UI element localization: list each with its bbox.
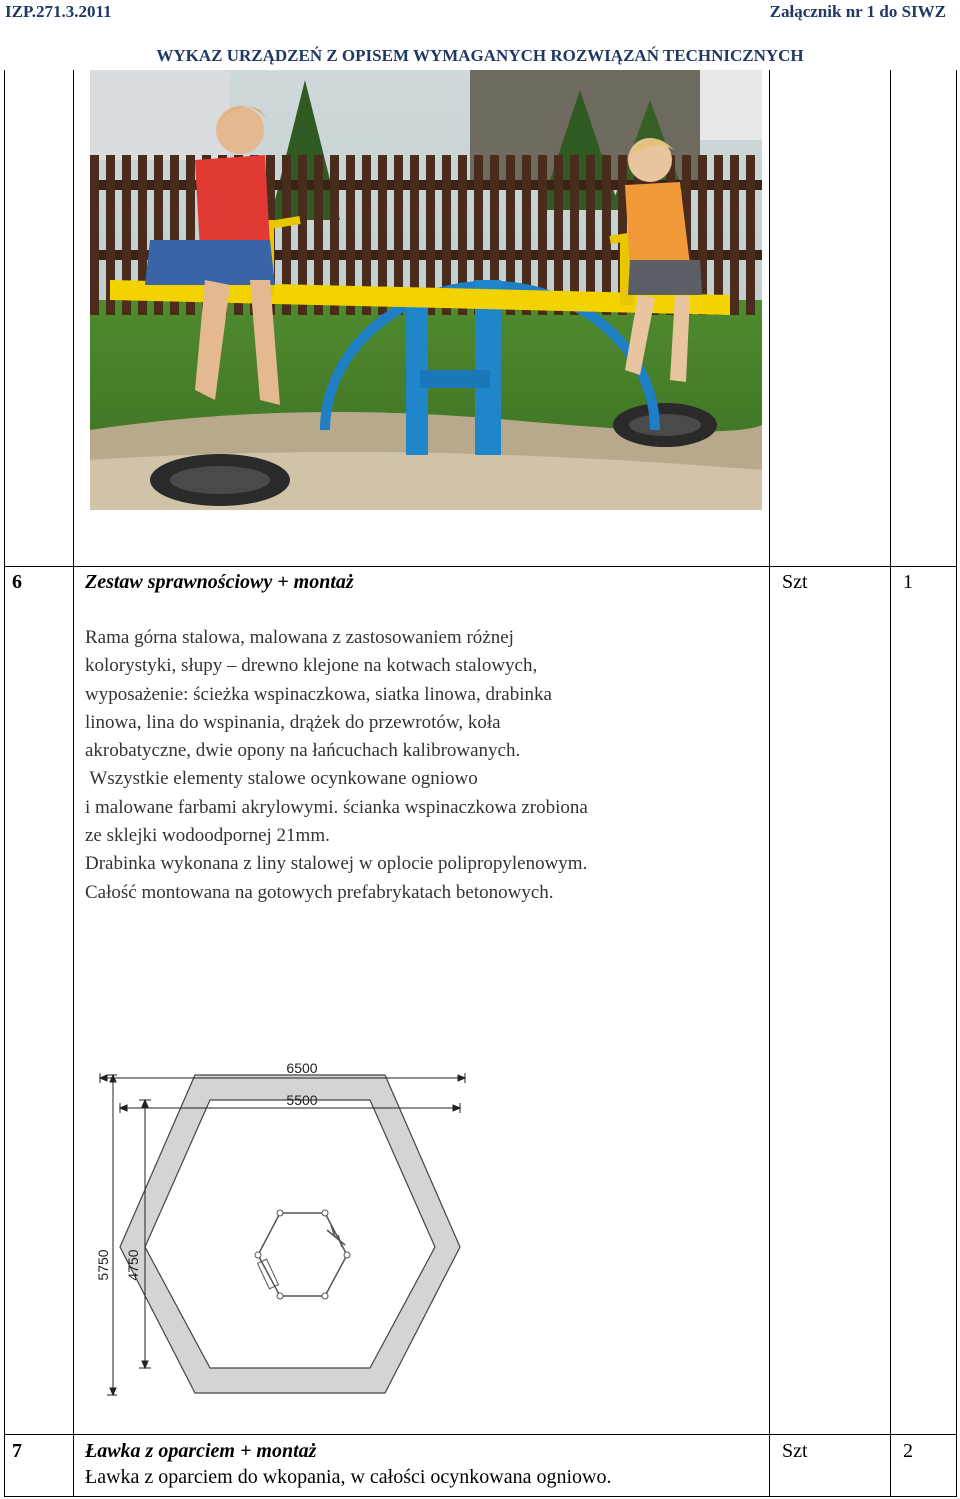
item-title: Ławka z oparciem + montaż — [85, 1440, 317, 1462]
fence-picket — [586, 155, 595, 315]
table-border-bottom — [4, 1496, 957, 1497]
fence-picket — [746, 155, 755, 315]
row-number: 6 — [12, 571, 22, 593]
fence-picket — [570, 155, 579, 315]
table-border-right — [956, 70, 957, 1497]
description-line: Drabinka wykonana z liny stalowej w oplocie polipropylenowym. — [85, 853, 588, 875]
unit-label: Szt — [782, 1440, 808, 1462]
quantity-value: 1 — [903, 571, 913, 593]
fence-picket — [90, 155, 99, 315]
description-line: ze sklejki wodoodpornej 21mm. — [85, 825, 330, 847]
description-line: Rama górna stalowa, malowana z zastosowaniem różnej — [85, 627, 514, 648]
dim-outer-height: 5750 — [95, 1249, 111, 1281]
document-reference: IZP.271.3.2011 — [5, 2, 112, 21]
dim-inner-width: 5500 — [286, 1092, 318, 1108]
table-border-col2 — [769, 70, 770, 1497]
item-description: Ławka z oparciem do wkopania, w całości ocynkowana ogniowo. — [85, 1466, 612, 1488]
dim-inner-height: 4750 — [125, 1249, 141, 1281]
table-border-left — [4, 70, 5, 1497]
annex-label: Załącznik nr 1 do SIWZ — [769, 2, 946, 21]
description-line: kolorystyki, słupy – drewno klejone na kotwach stalowych, — [85, 655, 538, 677]
hexagon-plan-drawing — [95, 1055, 475, 1405]
description-line: Całość montowana na gotowych prefabrykatach betonowych. — [85, 881, 554, 903]
description-line: linowa, lina do wspinania, drążek do przewrotów, koła — [85, 711, 501, 733]
seesaw-photo — [90, 70, 762, 510]
quantity-value: 2 — [903, 1440, 913, 1462]
row-divider-7 — [4, 1434, 957, 1435]
table-border-col3 — [890, 70, 891, 1497]
dim-outer-width: 6500 — [286, 1060, 318, 1076]
table-border-col1 — [73, 70, 74, 1497]
item-description — [85, 624, 765, 907]
description-line: Wszystkie elementy stalowe ocynkowane ogniowo — [85, 768, 478, 790]
fence-picket — [602, 155, 611, 315]
unit-label: Szt — [782, 571, 808, 593]
row-number: 7 — [12, 1440, 22, 1462]
fence-picket — [730, 155, 739, 315]
description-line: wyposażenie: ścieżka wspinaczkowa, siatka linowa, drabinka — [85, 683, 552, 705]
description-line: i malowane farbami akrylowymi. ścianka wspinaczkowa zrobiona — [85, 796, 588, 818]
document-title: WYKAZ URZĄDZEŃ Z OPISEM WYMAGANYCH ROZWIĄZAŃ TECHNICZNYCH — [156, 46, 804, 65]
fence-picket — [714, 155, 723, 315]
row-divider-6 — [4, 566, 957, 567]
item-title: Zestaw sprawnościowy + montaż — [85, 571, 354, 593]
description-line: akrobatyczne, dwie opony na łańcuchach kalibrowanych. — [85, 740, 521, 762]
